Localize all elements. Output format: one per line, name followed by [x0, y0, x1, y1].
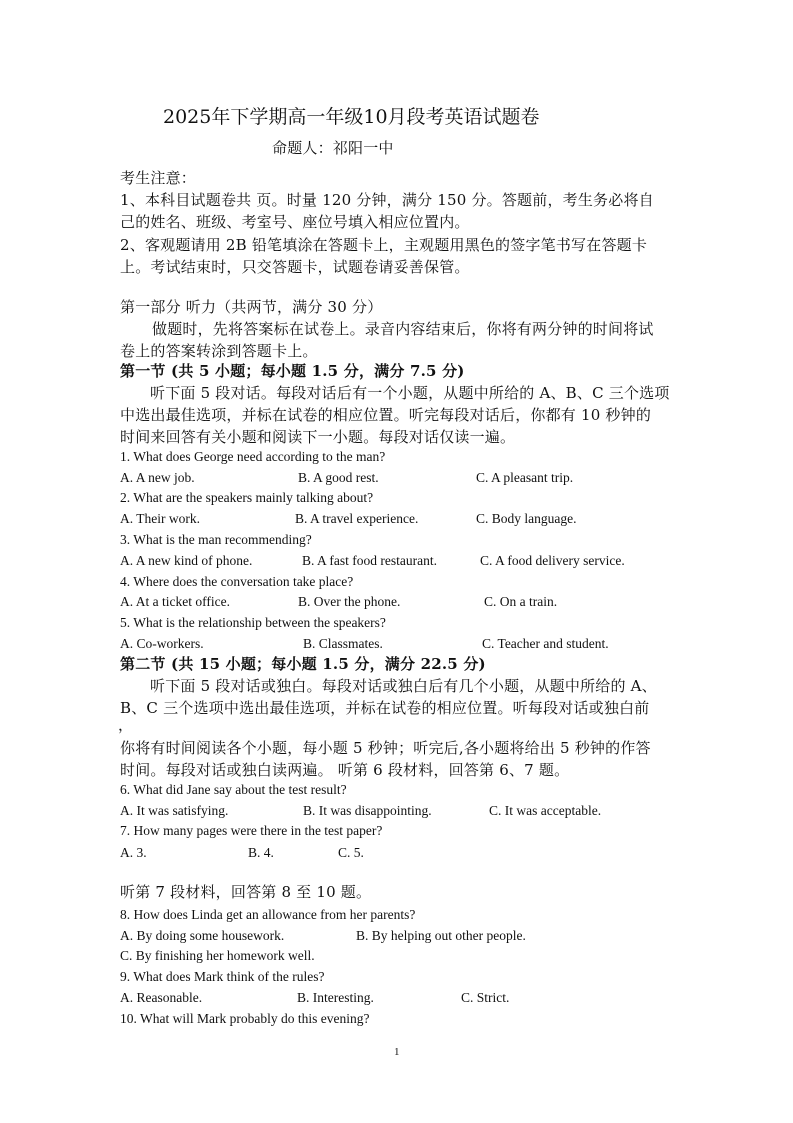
option-b: B. Interesting.	[297, 990, 374, 1005]
option-b: B. A travel experience.	[295, 511, 419, 526]
question-text: 10. What will Mark probably do this evening?	[120, 1011, 370, 1026]
question-text: 5. What is the relationship between the speakers?	[120, 615, 386, 630]
section1-instruction: 听下面 5 段对话。每段对话后有一个小题，从题中所给的 A、B、C 三个选项	[150, 384, 670, 402]
option-c: C. By finishing her homework well.	[120, 948, 315, 963]
option-c: C. On a train.	[484, 594, 558, 609]
option-a: A. A new kind of phone.	[120, 553, 253, 568]
section1-instruction: 时间来回答有关小题和阅读下一小题。每段对话仅读一遍。	[120, 428, 516, 446]
option-b: B. A good rest.	[298, 470, 379, 485]
option-a: A. Their work.	[120, 511, 200, 526]
question-text: 3. What is the man recommending?	[120, 532, 312, 547]
question-text: 8. How does Linda get an allowance from her parents?	[120, 907, 416, 922]
option-a: A. By doing some housework.	[120, 928, 285, 943]
question-text: 6. What did Jane say about the test result?	[120, 782, 347, 797]
option-a: A. At a ticket office.	[120, 594, 230, 609]
question-text: 1. What does George need according to the man?	[120, 449, 386, 464]
section1-heading: 第一节 (共 5 小题；每小题 1.5 分，满分 7.5 分)	[120, 362, 465, 380]
section2-instruction: 听下面 5 段对话或独白。每段对话或独白后有几个小题，从题中所给的 A、	[150, 677, 657, 695]
notice-line: 2、客观题请用 2B 铅笔填涂在答题卡上，主观题用黑色的签字笔书写在答题卡	[120, 236, 648, 254]
section2-instruction: 时间。每段对话或独白读两遍。 听第 6 段材料，回答第 6、7 题。	[120, 761, 570, 779]
question-text: 4. Where does the conversation take place?	[120, 574, 354, 589]
section2-heading: 第二节 (共 15 小题；每小题 1.5 分，满分 22.5 分)	[120, 655, 486, 673]
part1-instruction: 做题时，先将答案标在试卷上。录音内容结束后，你将有两分钟的时间将试	[152, 320, 654, 338]
question-text: 9. What does Mark think of the rules?	[120, 969, 325, 984]
option-c: C. A pleasant trip.	[476, 470, 574, 485]
option-a: A. Reasonable.	[120, 990, 203, 1005]
exam-author: 命题人：祁阳一中	[272, 139, 394, 157]
option-a: A. 3.	[120, 845, 147, 860]
question-text: 7. How many pages were there in the test paper?	[120, 823, 383, 838]
option-a: A. Co-workers.	[120, 636, 204, 651]
option-a: A. It was satisfying.	[120, 803, 229, 818]
notice-line: 1、本科目试题卷共 页。时量 120 分钟，满分 150 分。答题前，考生务必将自	[120, 191, 654, 209]
option-c: C. Body language.	[476, 511, 577, 526]
section2-stray-comma: ，	[118, 716, 134, 734]
notice-heading: 考生注意：	[120, 169, 197, 187]
option-b: B. A fast food restaurant.	[302, 553, 437, 568]
exam-title: 2025年下学期高一年级10月段考英语试题卷	[163, 106, 540, 128]
notice-line: 己的姓名、班级、考室号、座位号填入相应位置内。	[120, 213, 470, 231]
passage-instruction: 听第 7 段材料，回答第 8 至 10 题。	[120, 883, 372, 901]
option-b: B. 4.	[248, 845, 274, 860]
option-c: C. Strict.	[461, 990, 510, 1005]
section2-instruction: B、C 三个选项中选出最佳选项，并标在试卷的相应位置。听每段对话或独白前	[120, 699, 650, 717]
notice-line: 上。考试结束时，只交答题卡，试题卷请妥善保管。	[120, 258, 470, 276]
section1-instruction: 中选出最佳选项，并标在试卷的相应位置。听完每段对话后，你都有 10 秒钟的	[120, 406, 652, 424]
part1-instruction: 卷上的答案转涂到答题卡上。	[120, 342, 318, 360]
page-number: 1	[394, 1046, 400, 1058]
option-a: A. A new job.	[120, 470, 195, 485]
option-c: C. Teacher and student.	[482, 636, 609, 651]
option-b: B. Classmates.	[303, 636, 383, 651]
option-b: B. Over the phone.	[298, 594, 401, 609]
section2-instruction: 你将有时间阅读各个小题，每小题 5 秒钟；听完后,各小题将给出 5 秒钟的作答	[120, 739, 651, 757]
option-c: C. 5.	[338, 845, 364, 860]
option-b: B. It was disappointing.	[303, 803, 432, 818]
part1-heading: 第一部分 听力（共两节，满分 30 分）	[120, 298, 383, 316]
option-c: C. A food delivery service.	[480, 553, 625, 568]
option-c: C. It was acceptable.	[489, 803, 602, 818]
question-text: 2. What are the speakers mainly talking about?	[120, 490, 374, 505]
option-b: B. By helping out other people.	[356, 928, 526, 943]
